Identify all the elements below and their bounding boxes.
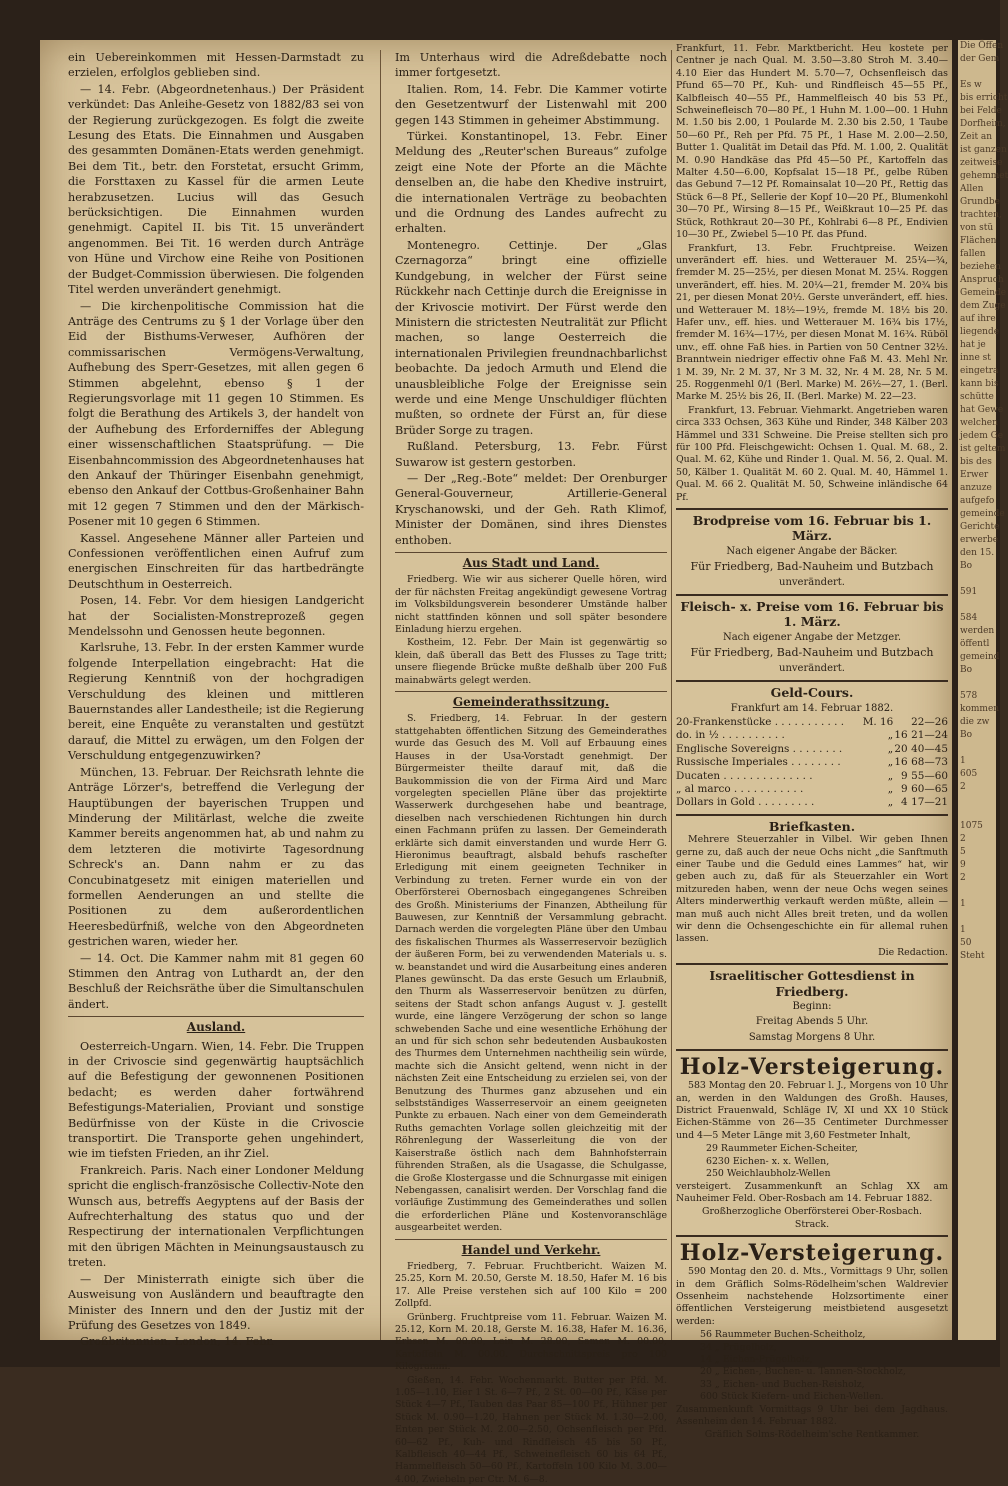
paragraph: Großbritannien. London, 14. Febr. <box>80 1335 275 1349</box>
strip-line: gemeind <box>960 652 1000 662</box>
paragraph: Italien. Rom, 14. Febr. Die Kammer votirte den Gesetzentwurf der Listenwahl mit 200 gegen 143 Stimmen in geheimer Abstimmung. <box>395 82 667 127</box>
signature: Gräflich Solms-Rödelheim'sche Rentkammer. <box>704 1429 920 1441</box>
strip-line: bis erricht <box>960 93 1008 103</box>
strip-line: von stü <box>960 223 994 233</box>
paragraph: Frankfurt, 13. Febr. Fruchtpreise. Weizen unverändert eff. hies. und Wetterauer M. 25¼—¾, fremder M. 25—25½, per diesen Monat M. 25¼. Roggen unverändert, eff. hies. M. 20¼—21, fremder M. 20¾ bis 21, per diesen Monat 20½. Gerste unverändert, eff. hies. und Wetterauer M. 18½—19½, fremde M. 18½ bis 20. Hafer unv., eff. hies. und Wetterauer M. 16¾ bis 17½, fremder M. 16¾—17½, per diesen Monat M. 16¾. Rüböl unv., eff. ohne Faß hies. in Partien von 50 Centner 32½. Branntwein niedriger effectiv ohne Faß M. 43. Mehl Nr. 1 M. 39, Nr. 2 M. 37, Nr 3 M. 32, Nr. 4 M. 28, Nr. 5 M. 25. Roggenmehl 0/1 (Berl. Marke) M. 26½—27, 1. (Berl. Marke M. 25½ bis 26, II. (Berl. Marke) M. 22—23. <box>676 242 948 403</box>
geld-table <box>676 716 948 810</box>
table-cell: „ <box>887 769 894 782</box>
ad-subtitle: Frankfurt am 14. Februar 1882. <box>730 702 894 714</box>
strip-line: schütte <box>960 392 994 402</box>
strip-line: ist ganzen <box>960 145 1007 155</box>
strip-line: der Gem <box>960 54 1000 64</box>
paragraph: Karlsruhe, 13. Febr. In der ersten Kammer wurde folgende Interpellation eingebracht: Hat die Regierung Kenntniß von der hochgradigen Verschuldung des kleinen und mittleren Bauernstandes aller Landestheile; ist die Regierung bereit, eine Enquête zu veranstalten und gestützt darauf, die Mittel zu erwägen, um den Folgen der Verschuldung entgegenzuwirken? <box>68 641 364 763</box>
strip-line: Erwer <box>960 470 989 480</box>
strip-line: hat je <box>960 340 986 350</box>
strip-line: 9 <box>960 860 966 870</box>
brodpreise-box <box>676 508 948 590</box>
table-cell: 68—73 <box>911 756 948 769</box>
table-row <box>676 716 948 729</box>
paragraph: S. Friedberg, 14. Februar. In der gestern stattgehabten öffentlichen Sitzung des Gemeinderathes wurde das Gesuch des M. Voll auf Erbauung eines Hauses in der Usa-Vorstadt genehmigt. Der Bürgermeister theilte darauf mit, daß die Baukommission die von der Firma Aird und Marc vorgelegten speciellen Pläne über das projektirte Wasserwerk durchgesehen habe und beantrage, dieselben nach verschiedenen Richtungen hin durch einen Fachmann prüfen zu lassen. Der Gemeinderath erklärte sich damit einverstanden und wurde Herr G. Hieronimus beauftragt, alsbald behufs rascheſter Erledigung mit einem geeigneten Techniker in Verbindung zu treten. Ferner wurde ein von der Oberförsterei Obernosbach eingegangenes Schreiben des Großh. Ministeriums der Finanzen, Abtheilung für Bauwesen, zur Kenntniß der Versammlung gebracht. Darnach werden die vorgelegten Pläne über den Umbau des fiskalischen Thurmes als Wasserreservoir bezüglich der äußeren Form, bei zu verwendenden Materials u. s. w. beanstandet und wird die Ausarbeitung eines anderen Planes gewünscht. Da das erste Gesuch um Erlaubniß, den Thurm als Wasserreservoir benützen zu dürfen, seitens der Stadt schon anfangs August v. J. gestellt wurde, eine längere Verzögerung der schon so lange schwebenden Sache und eine wesentliche Erhöhung der an und für sich schon sehr bedeutenden Ausbaukosten des Thurmes dem Unternehmen nachtheilig sein würde, machte sich die Ansicht geltend, wenn nicht in der nächsten Zeit eine Entscheidung zu erzielen sei, von der Benutzung des Thurmes ganz abzusehen und ein selbstständiges Wasserreservoir an einem geeigneten Punkte zu erbauen. Nach einer von dem Gemeinderath Ruths gemachten Vorlage sollen gleichzeitig mit der Röhrenlegung der Wasserleitung die von der Kaiserstraße östlich nach dem Bahnhofsterrain führenden Straßen, als die Usagasse, die Schulgasse, die Große Klostergasse und die Schnurgasse mit einigen Nebengassen, canalisirt werden. Der Vorschlag fand die vorläufige Zustimmung des Gemeinderathes und sollen die erforderlichen Pläne und Kostenvoranschläge ausgearbeitet werden. <box>395 713 667 1234</box>
ad-title: Briefkasten. <box>768 818 856 834</box>
ad-title: Fleisch- x. Preise vom 16. Februar bis 1. März. <box>680 599 944 630</box>
signature: Die Redaction. <box>878 946 948 958</box>
strip-line: Bo <box>960 561 973 571</box>
list-item: 6230 Eichen- x. x. Wellen, <box>706 1155 830 1167</box>
section-heading <box>395 1239 667 1258</box>
ad-subtitle: Nach eigener Angabe der Bäcker. <box>726 545 898 557</box>
ad-subtitle: Beginn: <box>792 1001 832 1013</box>
strip-line: beziehen <box>960 262 1001 272</box>
signature: Großherzogliche Oberförsterei Ober-Rosbach. <box>701 1206 923 1218</box>
paragraph: Friedberg. Wie wir aus sicherer Quelle hören, wird der für nächsten Freitag angekündigt gewesene Vortrag im Volksbildungsverein besonderer Umstände halber nicht stattfinden können und soll später besondere Einladung hierzu ergehen. <box>395 574 667 636</box>
table-cell: „ al marco . . . . . . . . . . . <box>676 782 804 795</box>
signature: Strack. <box>794 1218 830 1230</box>
table-cell: „ <box>887 782 894 795</box>
adjacent-page-strip <box>958 40 1008 1340</box>
section-heading <box>395 552 667 571</box>
ad-line: Für Friedberg, Bad-Nauheim und Butzbach <box>690 646 934 660</box>
strip-line: ist geltem <box>960 444 1006 454</box>
strip-line: Grundbe <box>960 197 1000 207</box>
strip-line: 1075 <box>960 821 983 831</box>
ausland-heading: Ausland. <box>186 1020 246 1035</box>
table-cell: „ <box>887 729 894 742</box>
strip-line: werden <box>960 626 995 636</box>
strip-line <box>960 807 996 820</box>
table-row <box>676 783 948 796</box>
paragraph: Friedberg, 7. Februar. Fruchtbericht. Waizen M. 25.25, Korn M. 20.50, Gerste M. 18.50, Hafer M. 16 bis 17. Alle Preise verstehen sich auf 100 Kilo = 200 Zollpfd. <box>395 1260 667 1310</box>
strip-line: kann bis <box>960 379 999 389</box>
strip-line: gemeinde <box>960 509 1005 519</box>
strip-line: Die Öffen <box>960 41 1004 51</box>
table-cell: 20 <box>894 742 908 755</box>
paragraph: Kostheim, 12. Febr. Der Main ist gegenwärtig so klein, daß überall das Bett des Flusses zu Tage tritt; unsere fliegende Brücke mußte deßhalb über 200 Fuß mainabwärts gelegt werden. <box>395 637 667 686</box>
strip-line: welchen <box>960 418 998 428</box>
list-item: 250 Weichlaubholz-Wellen <box>706 1168 831 1180</box>
list-item: 29 Raummeter Eichen-Scheiter, <box>706 1143 858 1155</box>
table-cell: Englische Sovereigns . . . . . . . . <box>676 742 843 755</box>
table-cell: M. 16 <box>862 715 894 728</box>
strip-line: 2 <box>960 873 966 883</box>
strip-line: Anspruch <box>960 275 1004 285</box>
ad-subtitle: Nach eigener Angabe der Metzger. <box>722 631 902 643</box>
table-cell: Russische Imperiales . . . . . . . . <box>676 756 841 769</box>
table-cell: „ <box>887 742 894 755</box>
paragraph: — Der Ministerrath einigte sich über die Ausweisung von Ausländern und beauftragte den Minister des Innern und den der Justiz mit der Prüfung des Gesetzes von 1849. <box>68 1272 364 1332</box>
strip-line: 2 <box>960 782 966 792</box>
strip-line <box>960 885 996 898</box>
strip-line: Bo <box>960 730 973 740</box>
paragraph: — 14. Oct. Die Kammer nahm mit 81 gegen 60 Stimmen den Antrag von Luthardt an, der den Beschluß der Reichsräthe über die Simultanschulen ändert. <box>68 951 364 1011</box>
strip-line: 605 <box>960 769 978 779</box>
strip-line: Gemeinde <box>960 288 1007 298</box>
paragraph: 590 Montag den 20. d. Mts., Vormittags 9 Uhr, sollen in dem Gräflich Solms-Rödelheim'schen Waldrevier Ossenheim nachstehende Holzsortimente einer öffentlichen Versteigerung meistbietend ausgesetzt werden: <box>676 1266 948 1327</box>
strip-line: aufgefo <box>960 496 995 506</box>
paragraph: Frankreich. Paris. Nach einer Londoner Meldung spricht die englisch-französische Collectiv-Note den Wunsch aus, betreffs Aegyptens auf der Basis der Aufrechterhaltung des status quo und der Respectirung der internationalen Verpflichtungen mit den übrigen Mächten in Meinungsaustausch zu treten. <box>68 1163 364 1270</box>
strip-line: 2 <box>960 834 966 844</box>
column-rule <box>380 50 381 1340</box>
table-cell: Dollars in Gold . . . . . . . . . <box>676 796 815 809</box>
briefkasten-box <box>676 814 948 959</box>
strip-line <box>960 599 996 612</box>
strip-line: Allen <box>960 184 984 194</box>
paragraph: Im Unterhaus wird die Adreßdebatte noch immer fortgesetzt. <box>395 51 667 80</box>
table-cell: 40—45 <box>911 742 948 755</box>
table-row <box>676 729 948 742</box>
table-cell: 20-Frankenstücke . . . . . . . . . . . <box>676 715 845 728</box>
list-item: 600 Stück Kiefern- und Eichen-Wellen. <box>700 1391 884 1403</box>
holz-versteigerung-1 <box>676 1049 948 1231</box>
strip-line: trachten, <box>960 210 1002 220</box>
strip-line: den 15. <box>960 548 995 558</box>
gemeinderat-heading: Gemeinderathssitzung. <box>452 695 610 710</box>
geld-cours-box <box>676 680 948 810</box>
ad-status: unverändert. <box>779 576 845 588</box>
paragraph: Zusammenkunft Vormittags 9 Uhr bei dem Jagdhaus. Assenheim den 14. Februar 1882. <box>676 1403 948 1427</box>
strip-line: Bo <box>960 665 973 675</box>
strip-line: gehemmet <box>960 171 1008 181</box>
paragraph: versteigert. Zusammenkunft an Schlag XX am Nauheimer Feld. Ober-Rosbach am 14. Februar 1882. <box>676 1180 948 1204</box>
strip-line: 578 <box>960 691 978 701</box>
fleischpreise-box <box>676 594 948 676</box>
gottesdienst-box <box>676 963 948 1045</box>
handel-heading: Handel und Verkehr. <box>461 1242 601 1257</box>
strip-line: zeitweise <box>960 158 1003 168</box>
strip-line: öffentl <box>960 639 990 649</box>
strip-line: anzuze <box>960 483 992 493</box>
table-cell: 9 <box>901 782 908 795</box>
table-cell: 4 <box>901 796 908 809</box>
paragraph: Türkei. Konstantinopel, 13. Febr. Einer Meldung des „Reuter'schen Bureaus“ zufolge zeigt eine Note der Pforte an die Mächte denselben an, die habe den Khedive instruirt, die internationalen Verträge zu beobachten und die Ordnung des Landes aufrecht zu erhalten. <box>395 130 667 236</box>
strip-line: 5 <box>960 847 966 857</box>
column-1 <box>68 50 364 1349</box>
paragraph: Kassel. Angesehene Männer aller Parteien und Confessionen veröffentlichen einen Aufruf zum energischen Einschreiten für das hartbedrängte Deutschthum in Oesterreich. <box>68 531 364 591</box>
section-heading <box>395 691 667 710</box>
strip-line <box>960 573 996 586</box>
ad-title: Israelitischer Gottesdienst in Friedberg. <box>709 968 915 999</box>
strip-line: kommen <box>960 704 1000 714</box>
table-cell: 16 <box>894 729 908 742</box>
table-cell: Ducaten . . . . . . . . . . . . . . <box>676 769 813 782</box>
paragraph: Mehrere Steuerzahler in Vilbel. Wir geben Ihnen gerne zu, daß auch der neue Ochs nicht „die Sanftmuth einer Taube und die Geduld eines Lammes“ hat, wir geben auch zu, daß für als Steuerzahler ein Wort mitzureden haben, wenn der neue Ochs wegen seines Alters minderwerthig verkauft werden müßte, allein — man muß auch nicht Alles breit treten, und da wollen wir denn die Ochsengeschichte ein für allemal ruhen lassen. <box>676 834 948 945</box>
list-item: 56 Raummeter Buchen-Scheitholz, <box>700 1329 866 1341</box>
strip-line: die zw <box>960 717 990 727</box>
ad-title: Brodpreise vom 16. Februar bis 1. März. <box>692 513 932 544</box>
strip-line: Steht <box>960 951 985 961</box>
strip-line: 584 <box>960 613 978 623</box>
strip-line: bei Felde <box>960 106 1002 116</box>
ad-line: Für Friedberg, Bad-Nauheim und Butzbach <box>690 560 934 574</box>
strip-line: liegende <box>960 327 1000 337</box>
strip-line: Es w <box>960 80 982 90</box>
ad-title: Holz-Versteigerung. <box>679 1054 945 1081</box>
strip-line <box>960 911 996 924</box>
strip-line: Zeit an <box>960 132 993 142</box>
table-cell: „ <box>887 796 894 809</box>
item-list <box>676 1143 948 1180</box>
strip-line: 591 <box>960 587 978 597</box>
strip-line: Flächen <box>960 236 997 246</box>
paragraph: Posen, 14. Febr. Vor dem hiesigen Landgericht hat der Socialisten-Monstreprozeß gegen Mendelssohn und Genossen heute begonnen. <box>68 594 364 639</box>
paragraph: Frankfurt, 11. Febr. Marktbericht. Heu kostete per Centner je nach Qual. M. 3.50—3.80 Stroh M. 3.40—4.10 Eier das Hundert M. 5.70—7, Ochsenfleisch das Pfund 65—70 Pf., Kuh- und Rindfleisch 45—55 Pf., Kalbfleisch 40—55 Pf., Hammelfleisch 40 bis 53 Pf., Schweinefleisch 70—80 Pf., 1 Huhn M. 1.00—00. 1 Huhn M. 1.50 bis 2.00, 1 Poularde M. 2.30 bis 2.50, 1 Taube 50—60 Pf., Reh per Pfd. 75 Pf., 1 Hase M. 2.00—2.50, Butter 1. Qualität im Detail das Pfd. M. 1.00, 2. Qualität M. 0.90 Handkäse das Pfd 45—50 Pf., Kartoffeln das Malter 4.50—6.00, Kopfsalat 15—18 Pf., gelbe Rüben das Gebund 7—12 Pf. Romainsalat 10—20 Pf., Rettig das Stück 6—8 Pf., Sellerie der Kopf 10—20 Pf., Blumenkohl 30—70 Pf., Wirsing 8—15 Pf., Weißkraut 10—25 Pf. das Stück, Rothkraut 20—30 Pf., Kohlrabi 6—8 Pf., Endivien 10—30 Pf., Zwiebel 5—10 Pf. das Pfund. <box>676 43 948 241</box>
list-item: 33 „ Eichen- und Buchen-Reisholz, <box>700 1378 865 1390</box>
table-row <box>676 743 948 756</box>
section-heading <box>68 1016 364 1035</box>
strip-line: 1 <box>960 925 966 935</box>
strip-line: dem Zuge <box>960 301 1006 311</box>
strip-line: Gerichte <box>960 522 1000 532</box>
table-row <box>676 796 948 809</box>
paragraph: — Der „Reg.-Bote“ meldet: Der Orenburger General-Gouverneur, Artillerie-General Kryschanowski, und der Geh. Rath Klimof, Minister der Domänen, sind ihres Dienstes enthoben. <box>395 471 667 547</box>
paragraph: Gießen, 14. Febr. Wochenmarkt. Butter per Pfd. M. 1.05—1.10, Eier 1 St. 6—7 Pf., 2 St. 00—00 Pf., Käse per Stück 4—7 Pf., Tauben das Paar 85—100 Pf., Hühner per Stück M. 0.90—1.20, Hahnen per Stück M. 1.30—2.00, Enten per Stück M. 2.00—2.50, Ochsenfleisch per Pfd. 60—62 Pf., Kuh- und Rindfleisch 45 bis 50 Pf., Kalbfleisch 40—44 Pf., Schweinefleisch 60 bis 64 Pf., Hammelfleisch 50—60 Pf., Kartoffeln 100 Kilo M. 3.00—4.00, Zwiebeln per Ctr. M. 6—8. <box>395 1374 667 1485</box>
table-cell: 60—65 <box>911 782 948 795</box>
stadt-land-heading: Aus Stadt und Land. <box>462 556 600 570</box>
ad-status: unverändert. <box>779 662 845 674</box>
table-cell: 21—24 <box>911 729 948 742</box>
strip-line: 1 <box>960 756 966 766</box>
table-cell: 55—60 <box>911 769 948 782</box>
strip-line: erwerbe <box>960 535 999 545</box>
paragraph: — Die kirchenpolitische Commission hat die Anträge des Centrums zu § 1 der Vorlage über den Eid der Bisthums-Verweser, Aufhören der commissarischen Vermögens-Verwaltung, Aufhebung des Sperr-Gesetzes, mit allen gegen 6 Stimmen abgelehnt, ebenso § 1 der Regierungsvorlage mit 11 gegen 10 Stimmen. Es folgt die Berathung des Artikels 3, der handelt von der Aufhebung des Erforderniffes der Ablegung einer wissenschaftlichen Staatsprüfung. — Die Eisenbahncommission des Abgeordnetenhauses hat den Ankauf der Thüringer Eisenbahn genehmigt, ebenso den Ankauf der Cottbus-Großenhainer Bahn mit 12 gegen 7 Stimmen und den der Märkisch-Posener mit 10 gegen 6 Stimmen. <box>68 299 364 529</box>
paragraph: München, 13. Februar. Der Reichsrath lehnte die Anträge Lörzer's, betreffend die Verlegung der Hauptübungen der bayerischen Truppen und Minderung der Militärlast, welche die zweite Kammer bereits angenommen hat, ab und nahm zu dem letzteren die motivirte Tagesordnung Schreck's an. Dann nahm er zu das Concubinatgesetz mit einigen materiellen und formellen Aenderungen an und stellte die Positionen zu dem außerordentlichen Heeresbedürfniß, welche von den Abgeordneten gestrichen waren, wieder her. <box>68 765 364 949</box>
list-item: 34 „ Prügelholz, <box>700 1341 777 1353</box>
paragraph: Frankfurt, 13. Februar. Viehmarkt. Angetrieben waren circa 333 Ochsen, 363 Kühe und Rinder, 348 Kälber 203 Hämmel und 331 Schweine. Die Preise stellten sich pro für 100 Pfd. Fleischgewicht: Ochsen 1. Qual. M. 68., 2. Qual. M. 62, Kühe und Rinder 1. Qual. M. 56, 2. Qual. M. 50, Kälber 1. Qualität M. 60 2. Qual. M. 40, Hämmel 1. Qual. M. 66 2. Qualität M. 50, Schweine inländische 64 Pf. <box>676 404 948 503</box>
ad-title: Holz-Versteigerung. <box>679 1240 945 1267</box>
strip-line <box>960 66 996 79</box>
list-item: 14 „ Eichen-Prügelholz, <box>700 1353 813 1365</box>
strip-line: jedem Ge <box>960 431 1004 441</box>
strip-line <box>960 794 996 807</box>
ad-line: Samstag Morgens 8 Uhr. <box>748 1031 876 1043</box>
strip-line <box>960 742 996 755</box>
table-cell: 17—21 <box>911 796 948 809</box>
strip-line: 50 <box>960 938 972 948</box>
paragraph: 583 Montag den 20. Februar l. J., Morgens von 10 Uhr an, werden in den Waldungen des Großh. Hauses, District Frauenwald, Schläge IV, XI und XX 10 Stück Eichen-Stämme von 26—35 Centimeter Durchmesser und 4—5 Meter Länge mit 3,60 Festmeter Inhalt, <box>676 1080 948 1141</box>
column-2 <box>395 50 667 1485</box>
ad-title: Geld-Cours. <box>770 685 854 701</box>
table-cell: 16 <box>894 756 908 769</box>
strip-line: fallen <box>960 249 986 259</box>
paragraph: Oesterreich-Ungarn. Wien, 14. Febr. Die Truppen in der Crivoscie sind gegenwärtig hauptsächlich auf die Befestigung der gewonnenen Positionen bedacht; es werden daher fortwährend Befestigungs-Materialien, Proviant und sonstige Bedürfnisse von der Küste in die Crivoscie transportirt. Die Transporte gehen ungehindert, wie im tiefsten Frieden, an ihr Ziel. <box>68 1039 364 1161</box>
strip-line: hat Gewe <box>960 405 1004 415</box>
ad-line: Freitag Abends 5 Uhr. <box>755 1016 869 1028</box>
paragraph: Rußland. Petersburg, 13. Febr. Fürst Suwarow ist gestern gestorben. <box>395 440 667 469</box>
strip-line <box>960 677 996 690</box>
paragraph: Grünberg. Fruchtpreise vom 11. Februar. Waizen M. 25.12, Korn M. 20.18, Gerste M. 16.38, Hafer M. 16.36, Erbsen M. 00.00, Lein M. 28.00, Samen M. 00.00, Kartoffeln M. 00.00. Durchschnittspreis pro 100 Kilogramm. <box>395 1311 667 1373</box>
paragraph: Montenegro. Cettinje. Der „Glas Czernagorza“ bringt eine offizielle Kundgebung, in welcher der Fürst seine Rückkehr nach Cettinje durch die Ereignisse in der Krivoscie motivirt. Der Fürst werde den Ministern die strictesten Neutralität zur Pflicht machen, so lange Oesterreich die internationalen Privilegien freundnachbarlichst beobachte. Da jedoch Armuth und Elend die unausbleibliche Folge der Ereignisse sein werde und eine Menge Unschuldiger flüchten mußten, so ordnete der Fürst an, für diese Brüder Sorge zu tragen. <box>395 238 667 437</box>
table-row <box>676 770 948 783</box>
strip-line: eingetra <box>960 366 999 376</box>
strip-line: Dorfheim, <box>960 119 1006 129</box>
strip-line: inne st <box>960 353 991 363</box>
list-item: 20 „ Eichen-, Buchen- u. Tannen-Stockholz, <box>700 1366 906 1378</box>
column-3 <box>676 43 948 1441</box>
paragraph: ein Uebereinkommen mit Hessen-Darmstadt zu erzielen, erfolglos geblieben sind. <box>68 51 364 80</box>
table-cell: 9 <box>901 769 908 782</box>
table-cell: do. in ½ . . . . . . . . . . <box>676 729 785 742</box>
strip-line: auf ihre <box>960 314 996 324</box>
strip-line: 1 <box>960 899 966 909</box>
paragraph: — 14. Febr. (Abgeordnetenhaus.) Der Präsident verkündet: Das Anleihe-Gesetz von 1882/83 sei von der Regierung zurückgezogen. Es folgt die zweite Lesung des Etats. Die Einnahmen und Ausgaben des gesammten Domänen-Etats werden genehmigt. Bei dem Tit., betr. den Forstetat, ersucht Grimm, die Forsttaxen zu Kassel für die armen Leute herabzusetzen. Lucius will das Gesuch berücksichtigen. Die Einnahmen wurden genehmigt. Capitel II. bis Tit. 15 unverändert angenommen. Bei Tit. 16 werden durch Anträge von Hüne und Virchow eine Reihe von Positionen der Budget-Commission überwiesen. Die folgenden Titel werden unverändert genehmigt. <box>68 82 364 297</box>
table-cell: 22—26 <box>911 715 948 728</box>
holz-versteigerung-2 <box>676 1235 948 1442</box>
table-row <box>676 756 948 769</box>
column-rule <box>671 50 672 1340</box>
strip-line: bis des <box>960 457 992 467</box>
table-cell: „ <box>887 756 894 769</box>
item-list <box>676 1329 948 1403</box>
